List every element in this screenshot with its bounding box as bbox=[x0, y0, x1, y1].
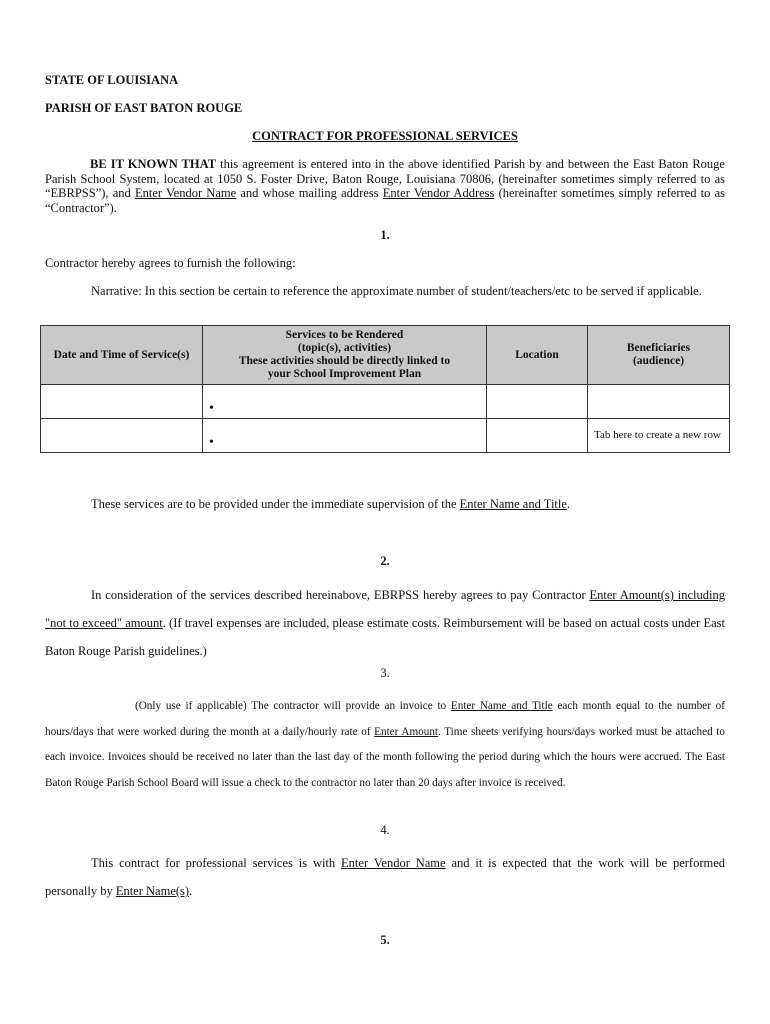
intro-text-2: and whose mailing address bbox=[236, 186, 383, 200]
intro-text-1: this agreement is entered into in the above identified Parish by and between the East Baton Rouge Parish School System, located at 1050 S. Foster Drive, Baton Rouge, Louisiana 70806, (hereinafter sometimes simply referred to as “EBRPSS”), and bbox=[45, 157, 725, 200]
header-beneficiaries-line-1: Beneficiaries bbox=[626, 342, 691, 354]
furnish-statement: Contractor hereby agrees to furnish the following: bbox=[45, 256, 296, 270]
cell-date[interactable] bbox=[41, 385, 203, 419]
invoice-text-2: each month equal to the number of hours/days that were worked during the month at a daily/hourly rate of bbox=[45, 700, 725, 738]
cell-beneficiaries[interactable] bbox=[588, 385, 730, 419]
invoice-paragraph bbox=[45, 694, 725, 796]
section-1-number: 1. bbox=[380, 228, 390, 242]
header-services-line-2: (topic(s), activities) bbox=[297, 342, 392, 354]
section-2-number: 2. bbox=[380, 554, 390, 568]
tab-here-note[interactable]: Tab here to create a new row bbox=[588, 419, 730, 453]
supervision-text-1: These services are to be provided under the immediate supervision of the bbox=[91, 497, 460, 511]
header-date-time: Date and Time of Service(s) bbox=[41, 326, 203, 385]
vendor-address-field[interactable]: Enter Vendor Address bbox=[382, 186, 495, 200]
invoice-text-3: . Time sheets verifying hours/days worked must be attached to each invoice. Invoices should be received no later than the last day of the month following the period during which the hours were accrued. The East Baton Rouge Parish School Board will issue a check to the contractor no later than 20 days after invoice is received. bbox=[45, 725, 725, 789]
contract-vendor-name-field[interactable]: Enter Vendor Name bbox=[341, 856, 446, 870]
personal-text-1: This contract for professional services is with bbox=[91, 856, 342, 870]
supervisor-name-title-field[interactable]: Enter Name and Title bbox=[459, 497, 567, 511]
cell-services[interactable] bbox=[203, 385, 487, 419]
intro-lead: BE IT KNOWN THAT bbox=[90, 157, 217, 171]
header-beneficiaries-line-2: (audience) bbox=[632, 355, 685, 367]
intro-text-3: (hereinafter sometimes simply referred to as “Contractor”). bbox=[45, 186, 725, 215]
payment-paragraph bbox=[45, 581, 725, 665]
table-row bbox=[41, 419, 730, 453]
table-row bbox=[41, 385, 730, 419]
personal-services-paragraph bbox=[45, 849, 725, 905]
section-3-number: 3. bbox=[380, 666, 390, 680]
services-table bbox=[40, 325, 730, 453]
payment-text-2: . (If travel expenses are included, please estimate costs. Reimbursement will be based on actual costs under East Baton Rouge Parish guidelines.) bbox=[45, 616, 725, 658]
cell-location[interactable] bbox=[487, 419, 588, 453]
narrative-paragraph: Narrative: In this section be certain to reference the approximate number of student/teachers/etc to be served if applicable. bbox=[91, 284, 702, 298]
intro-paragraph bbox=[45, 157, 725, 215]
section-5-number: 5. bbox=[380, 933, 390, 947]
header-services-line-1: Services to be Rendered bbox=[285, 329, 404, 341]
header-services-line-4: your School Improvement Plan bbox=[267, 368, 422, 380]
header-location: Location bbox=[487, 326, 588, 385]
bullet-marker: • bbox=[209, 435, 214, 450]
invoice-text-1: (Only use if applicable) The contractor will provide an invoice to bbox=[135, 700, 451, 712]
invoice-name-title-field[interactable]: Enter Name and Title bbox=[450, 700, 553, 712]
cell-location[interactable] bbox=[487, 385, 588, 419]
supervision-statement bbox=[91, 497, 570, 512]
cell-services[interactable] bbox=[203, 419, 487, 453]
rate-amount-field[interactable]: Enter Amount bbox=[374, 725, 439, 738]
cell-date[interactable] bbox=[41, 419, 203, 453]
contract-title: CONTRACT FOR PROFESSIONAL SERVICES bbox=[252, 129, 518, 143]
amount-field[interactable]: Enter Amount(s) including "not to exceed" amount bbox=[45, 588, 725, 630]
supervision-text-2: . bbox=[566, 497, 571, 511]
table-header-row bbox=[41, 326, 730, 385]
section-4-number: 4. bbox=[380, 823, 390, 837]
header-beneficiaries bbox=[588, 326, 730, 385]
performer-names-field[interactable]: Enter Name(s) bbox=[115, 884, 190, 898]
header-services bbox=[203, 326, 487, 385]
state-heading: STATE OF LOUISIANA bbox=[45, 73, 179, 87]
header-services-line-3: These activities should be directly linked to bbox=[238, 355, 451, 367]
parish-heading: PARISH OF EAST BATON ROUGE bbox=[45, 101, 243, 115]
bullet-marker: • bbox=[209, 401, 214, 416]
personal-text-3: . bbox=[189, 884, 193, 898]
vendor-name-field[interactable]: Enter Vendor Name bbox=[134, 186, 237, 200]
personal-text-2: and it is expected that the work will be performed personally by bbox=[45, 856, 725, 898]
payment-text-1: In consideration of the services described hereinabove, EBRPSS hereby agrees to pay Contractor bbox=[91, 588, 590, 602]
